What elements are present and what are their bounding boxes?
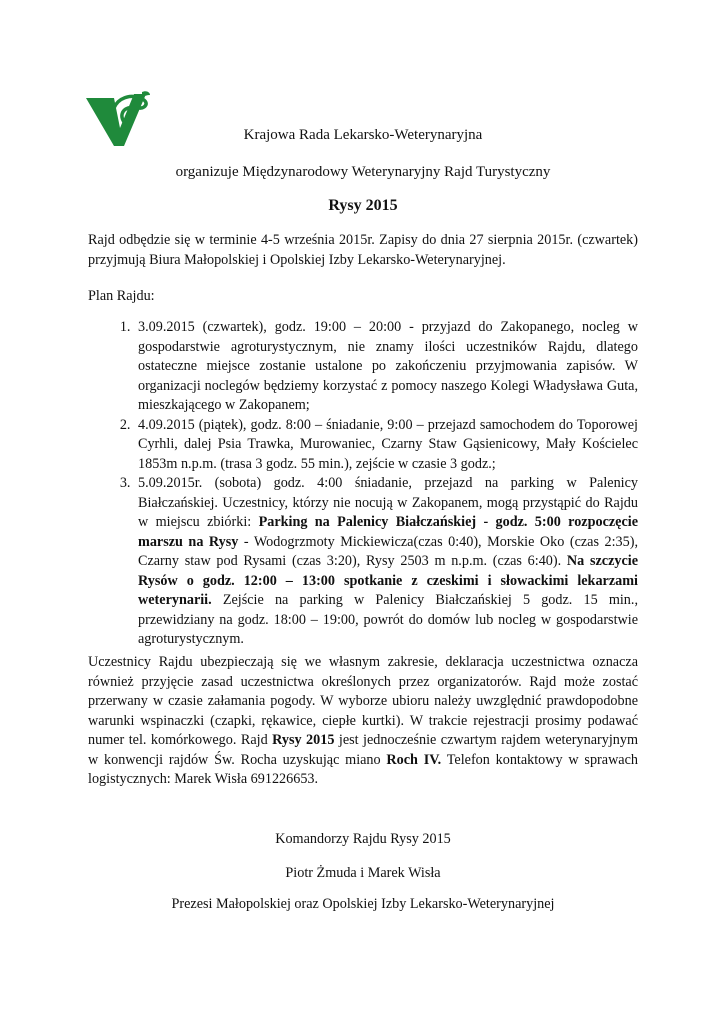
header-organization: Krajowa Rada Lekarsko-Weterynaryjna xyxy=(243,127,483,143)
plan-item-3-meeting-point: Parking na Palenicy Białczańskiej - godz. 5:00 rozpoczęcie marszu na Rysy xyxy=(138,514,638,550)
participation-text-e: Telefon kontaktowy w sprawach logistycznych: Marek Wisła 691226653. xyxy=(88,751,638,787)
plan-item-2: 2. 4.09.2015 (piątek), godz. 8:00 – śniadanie, 9:00 – przejazd samochodem do Toporowej Cyrhli, dalej Psia Trawka, Murowaniec, Czarny Staw Gąsienicowy, Mały Kościelec 1853m n.p.m. (trasa 3 godz. 55 min.), zejście w czasie 3 godz.; xyxy=(134,416,638,475)
signature-names: Piotr Żmuda i Marek Wisła xyxy=(285,865,441,881)
plan-item-3-text-e: Zejście na parking w Palenicy Białczańskiej 5 godz. 15 min., przewidziany na godz. 18:00 – 19:00, powrót do domów lub nocleg w gospodarstwie agroturystycznym. xyxy=(138,592,638,647)
signature-title: Komandorzy Rajdu Rysy 2015 xyxy=(275,831,451,847)
plan-item-3-text-c: - Wodogrzmoty Mickiewicza(czas 0:40), Morskie Oko (czas 2:35), Czarny staw pod Rysami (czas 3:20), Rysy 2503 m n.p.m. (czas 6:40). xyxy=(138,533,638,569)
participation-text-c: jest jednocześnie czwartym rajdem weterynaryjnym w konwencji rajdów Św. Rocha uzyskując miano xyxy=(88,732,638,768)
plan-item-1: 1. 3.09.2015 (czwartek), godz. 19:00 – 20:00 - przyjazd do Zakopanego, nocleg w gospodarstwie agroturystycznym, nie znamy ilości uczestników Rajdu, dlatego ostateczne miejsce zostanie ustalone po zakończeniu przyjmowania zapisów. W organizacji noclegów będziemy korzystać z pomocy naszego Kolegi Władysława Guta, mieszkającego w Zakopanem; xyxy=(134,318,638,416)
participation-paragraph xyxy=(88,653,638,790)
participation-roch-name: Roch IV. xyxy=(386,751,442,768)
event-title: Rysy 2015 xyxy=(328,197,398,214)
plan-item-3-text-a: 5.09.2015r. (sobota) godz. 4:00 śniadanie, przejazd na parking w Palenicy Białczańskiej. Uczestnicy, którzy nie nocują w Zakopanem, mogą przystąpić do Rajdu w miejscu zbiórki: xyxy=(138,475,638,530)
signature-roles: Prezesi Małopolskiej oraz Opolskiej Izby Lekarsko-Weterynaryjnej xyxy=(171,896,555,912)
header-organizes: organizuje Międzynarodowy Weterynaryjny Rajd Turystyczny xyxy=(175,164,551,180)
plan-item-3 xyxy=(134,474,638,650)
participation-text-a: Uczestnicy Rajdu ubezpieczają się we własnym zakresie, deklaracja uczestnictwa oznacza również przyjęcie zasad uczestnictwa określonych przez organizatorów. Rajd może zostać przerwany w czasie załamania pogody. W wyborze ubioru należy uwzględnić prawdopodobne warunki wspinaczki (czapki, rękawice, ciepłe kurtki). W trakcie rejestracji prosimy podawać numer tel. komórkowego. Rajd xyxy=(88,654,638,748)
plan-heading: Plan Rajdu: xyxy=(88,288,155,304)
participation-rally-name: Rysy 2015 xyxy=(272,732,335,748)
intro-paragraph: Rajd odbędzie się w terminie 4-5 września 2015r. Zapisy do dnia 27 sierpnia 2015r. (czwartek) przyjmują Biura Małopolskiej i Opolskiej Izby Lekarsko-Weterynaryjnej. xyxy=(88,232,638,268)
plan-list xyxy=(88,318,638,650)
plan-item-3-summit-meeting: Na szczycie Rysów o godz. 12:00 – 13:00 spotkanie z czeskimi i słowackimi lekarzami weterynarii. xyxy=(138,553,638,608)
